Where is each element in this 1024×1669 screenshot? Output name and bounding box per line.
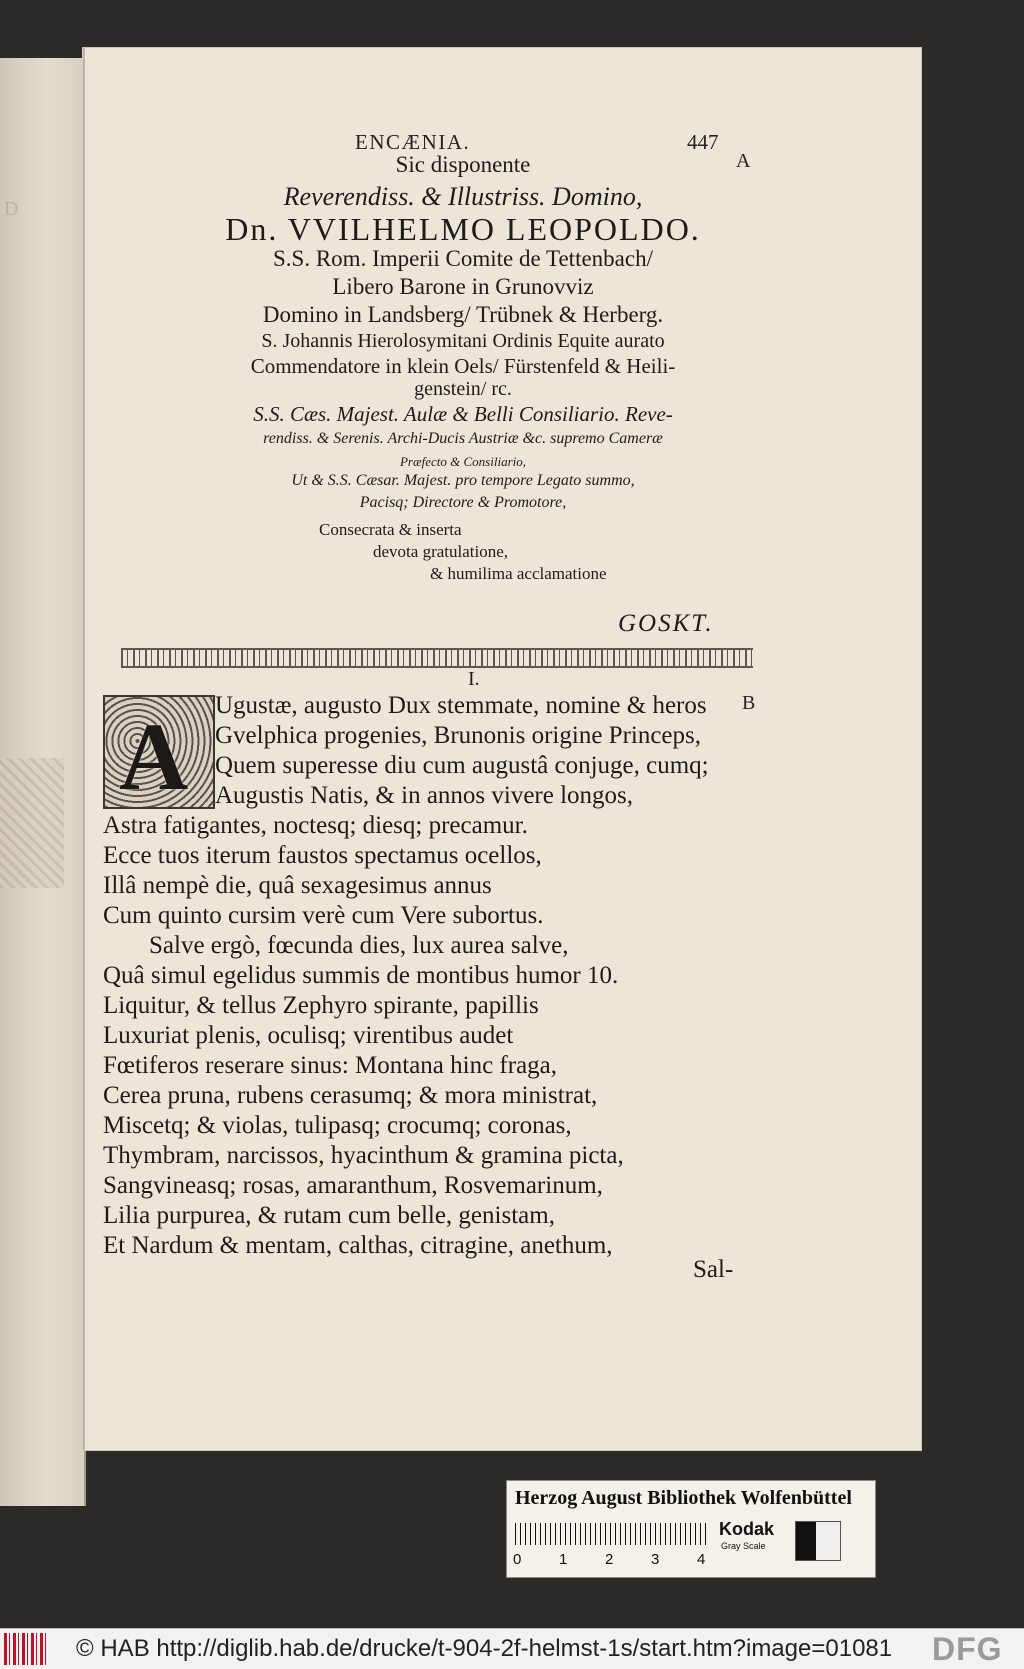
- dedication-line-6: Domino in Landsberg/ Trübnek & Herberg.: [262, 302, 664, 327]
- dedication-line-7: S. Johannis Hierolosymitani Ordinis Equite aurato: [261, 330, 665, 352]
- decorated-initial: [103, 695, 215, 809]
- dedication-line-1: Sic disponente: [395, 152, 531, 177]
- verse-line-16: Thymbram, narcissos, hyacinthum & gramina picta,: [103, 1142, 624, 1169]
- verse-line-7: Illâ nempè die, quâ sexagesimus annus: [103, 872, 492, 899]
- hab-barcode-icon: [4, 1633, 48, 1665]
- page-number: 447: [687, 130, 719, 154]
- verse-line-8: Cum quinto cursim verè cum Vere subortus.: [103, 902, 544, 929]
- verse-line-13: Fœtiferos reserare sinus: Montana hinc fraga,: [103, 1052, 558, 1079]
- kodak-brand: Kodak: [719, 1519, 775, 1539]
- gray-scale-swatch: [795, 1521, 841, 1561]
- scale-ruler: [515, 1523, 710, 1545]
- source-link[interactable]: © HAB http://diglib.hab.de/drucke/t-904-2f-helmst-1s/start.htm?image=01081: [76, 1635, 893, 1662]
- dedication-line-9: genstein/ rc.: [414, 378, 512, 400]
- author-signature: GOSKT.: [618, 610, 714, 637]
- book-page: [83, 48, 921, 1450]
- facing-page-edge: [0, 58, 86, 1506]
- dedication-line-5: Libero Barone in Grunovviz: [332, 274, 594, 299]
- verse-line-9: Salve ergò, fœcunda dies, lux aurea salve,: [149, 932, 569, 959]
- initial-letter: A: [119, 703, 189, 810]
- gray-scale-label: Gray Scale: [721, 1541, 766, 1551]
- running-head: ENCÆNIA.: [355, 130, 471, 154]
- dedication-line-11: rendiss. & Serenis. Archi-Ducis Austriæ &c. supremo Cameræ: [263, 430, 663, 447]
- catchword: Sal-: [693, 1256, 734, 1283]
- verse-line-10: Quâ simul egelidus summis de montibus humor 10.: [103, 962, 619, 989]
- dedication-line-8: Commendatore in klein Oels/ Fürstenfeld & Heili-: [250, 354, 676, 378]
- ruler-tick: 4: [697, 1551, 706, 1568]
- verse-line-1: Ugustæ, augusto Dux stemmate, nomine & heros: [215, 692, 707, 719]
- facing-page-letter: D: [4, 198, 19, 220]
- dedication-line-13: Ut & S.S. Cæsar. Majest. pro tempore Legato summo,: [291, 472, 635, 489]
- margin-letter-b: B: [742, 692, 756, 714]
- dfg-logo: DFG: [932, 1631, 1003, 1667]
- consecration-line-2: devota gratulatione,: [373, 542, 509, 561]
- verse-line-12: Luxuriat plenis, oculisq; virentibus audet: [103, 1022, 514, 1049]
- ruler-ticks: [513, 1551, 743, 1568]
- verse-line-2: Gvelphica progenies, Brunonis origine Princeps,: [215, 722, 702, 749]
- verse-line-18: Lilia purpurea, & rutam cum belle, genistam,: [103, 1202, 555, 1229]
- ruler-tick: 0: [513, 1551, 522, 1568]
- verse-line-17: Sangvineasq; rosas, amaranthum, Rosvemarinum,: [103, 1172, 603, 1199]
- viewer-footer: [0, 1628, 1024, 1669]
- margin-letter-a: A: [736, 150, 751, 172]
- dedication-line-4: S.S. Rom. Imperii Comite de Tettenbach/: [273, 246, 653, 271]
- ornamental-band: [121, 648, 753, 668]
- consecration-line-1: Consecrata & inserta: [319, 520, 462, 539]
- section-numeral: I.: [468, 668, 480, 690]
- verse-line-15: Miscetq; & violas, tulipasq; crocumq; coronas,: [103, 1112, 572, 1139]
- library-name: Herzog August Bibliothek Wolfenbüttel: [515, 1487, 852, 1509]
- dedication-line-10: S.S. Cæs. Majest. Aulæ & Belli Consiliario. Reve-: [253, 402, 673, 426]
- facing-page-ornament: [0, 758, 64, 888]
- consecration-line-3: & humilima acclamatione: [430, 564, 607, 583]
- dedication-name: Dn. VVILHELMO LEOPOLDO.: [225, 211, 701, 247]
- verse-line-11: Liquitur, & tellus Zephyro spirante, papillis: [103, 992, 539, 1019]
- verse-line-6: Ecce tuos iterum faustos spectamus ocellos,: [103, 842, 542, 869]
- ruler-tick: 3: [651, 1551, 660, 1568]
- ruler-tick: 1: [559, 1551, 568, 1568]
- dedication-line-2: Reverendiss. & Illustriss. Domino,: [283, 182, 643, 211]
- dedication-line-12: Præfecto & Consiliario,: [399, 454, 527, 469]
- library-color-card: [506, 1480, 876, 1578]
- verse-line-5: Astra fatigantes, noctesq; diesq; precamur.: [103, 812, 528, 839]
- verse-line-14: Cerea pruna, rubens cerasumq; & mora ministrat,: [103, 1082, 598, 1109]
- ruler-tick: 2: [605, 1551, 614, 1568]
- verse-line-3: Quem superesse diu cum augustâ conjuge, cumq;: [215, 752, 709, 779]
- verse-line-4: Augustis Natis, & in annos vivere longos,: [215, 782, 634, 809]
- verse-line-19: Et Nardum & mentam, calthas, citragine, anethum,: [103, 1232, 613, 1259]
- dedication-line-14: Pacisq; Directore & Promotore,: [359, 494, 567, 511]
